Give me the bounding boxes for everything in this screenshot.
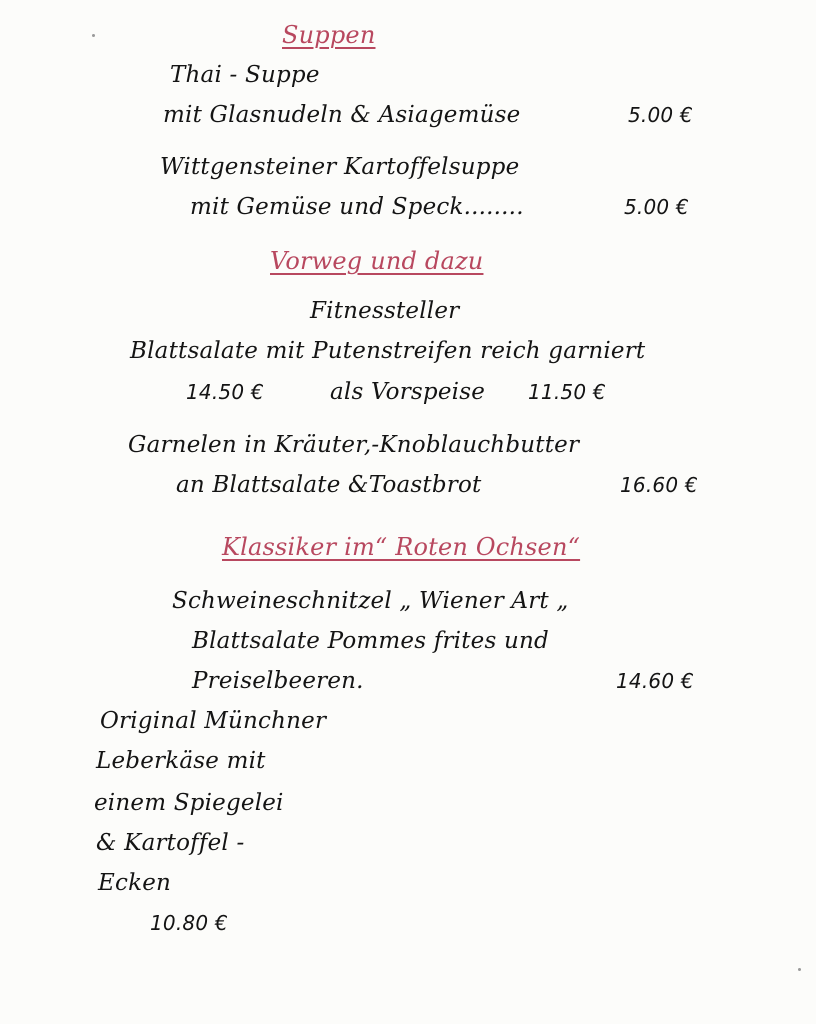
dish-price-schweineschnitzel: 14.60 € [616,669,694,693]
scan-speck [92,34,95,37]
dish-leberkaese-line-3: einem Spiegelei [94,790,284,816]
section-heading-vorweg: Vorweg und dazu [270,247,484,275]
dish-price-garnelen: 16.60 € [620,473,698,497]
dish-leberkaese-line-4: & Kartoffel - [96,830,245,856]
dish-price-thai-suppe: 5.00 € [628,103,693,127]
dish-leberkaese-line-5: Ecken [98,870,172,896]
dish-leberkaese-line-2: Leberkäse mit [96,748,266,774]
dish-price-fitnessteller: 14.50 € [186,380,264,404]
dish-leberkaese-line-1: Original Münchner [100,708,327,734]
scan-speck [798,968,801,971]
dish-price-kartoffelsuppe: 5.00 € [624,195,689,219]
section-heading-klassiker: Klassiker im“ Roten Ochsen“ [222,533,581,561]
dish-name-thai-suppe: Thai - Suppe [170,62,320,88]
dish-alt-label-fitnessteller: als Vorspeise [330,379,486,405]
section-heading-suppen: Suppen [282,21,376,49]
dish-alt-price-fitnessteller: 11.50 € [528,380,606,404]
dish-desc-schweineschnitzel-2: Preiselbeeren. [192,668,364,694]
dish-price-leberkaese: 10.80 € [150,911,228,935]
dish-name-garnelen: Garnelen in Kräuter,-Knoblauchbutter [128,432,580,458]
dish-name-fitnessteller: Fitnessteller [310,298,460,324]
dish-name-kartoffelsuppe: Wittgensteiner Kartoffelsuppe [160,154,520,180]
dish-desc-schweineschnitzel-1: Blattsalate Pommes frites und [192,628,549,654]
dish-desc-kartoffelsuppe: mit Gemüse und Speck........ [190,194,524,220]
dish-desc-thai-suppe: mit Glasnudeln & Asiagemüse [163,102,521,128]
dish-desc-fitnessteller: Blattsalate mit Putenstreifen reich garniert [130,338,646,364]
dish-name-schweineschnitzel: Schweineschnitzel „ Wiener Art „ [172,588,569,614]
dish-desc-garnelen: an Blattsalate &Toastbrot [176,472,482,498]
